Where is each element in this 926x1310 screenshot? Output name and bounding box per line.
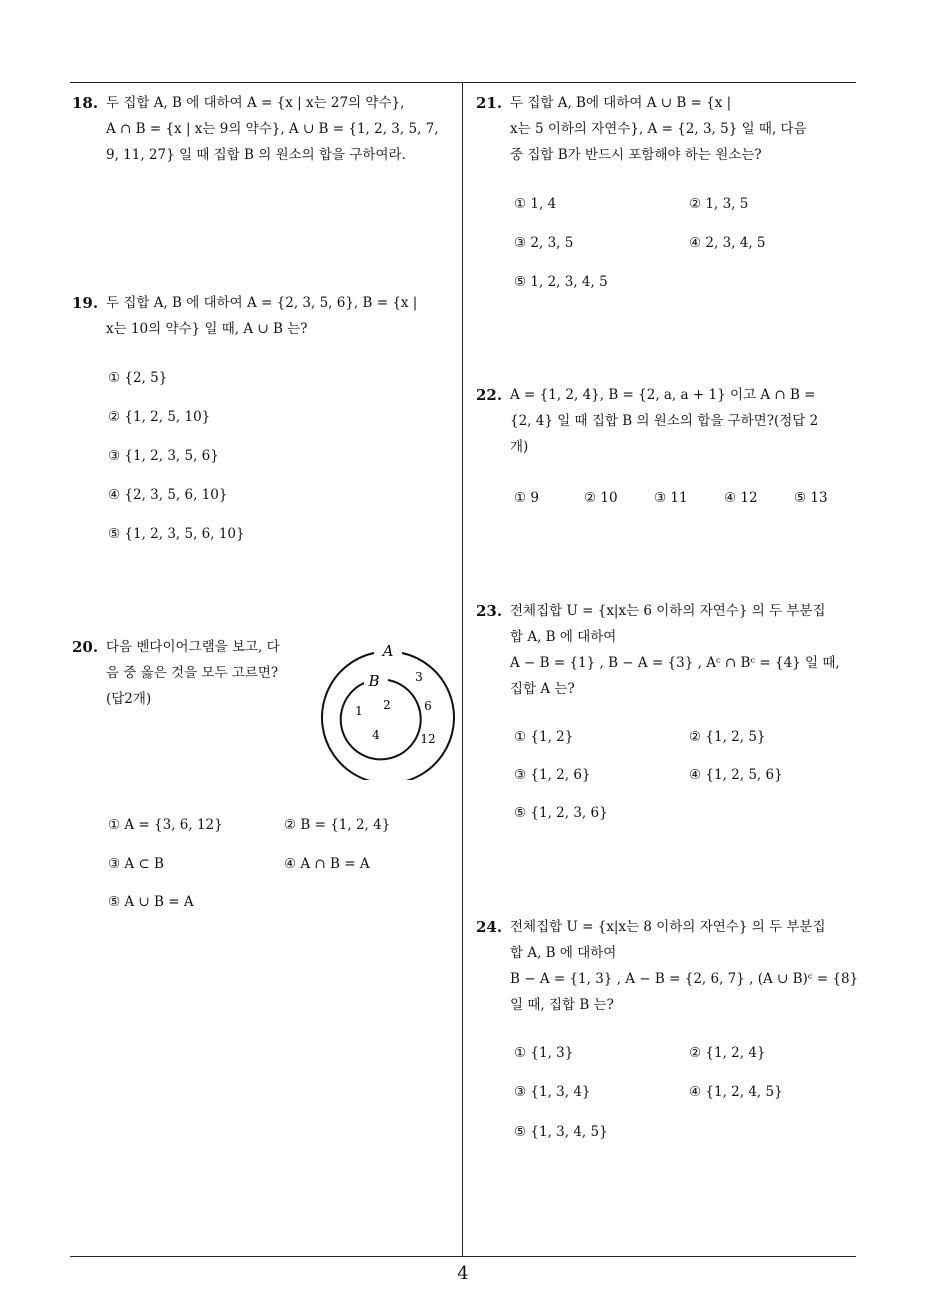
question-line: 전체집합 U = {x|x는 8 이하의 자연수} 의 두 부분집 bbox=[510, 919, 826, 935]
option-4[interactable]: ④ A ∩ B = A bbox=[284, 856, 370, 872]
option-5[interactable]: ⑤ {1, 3, 4, 5} bbox=[514, 1124, 608, 1140]
option-4[interactable]: ④ 12 bbox=[724, 490, 758, 506]
option-5[interactable]: ⑤ {1, 2, 3, 5, 6, 10} bbox=[108, 526, 245, 542]
venn-diagram bbox=[318, 640, 460, 780]
question-number: 18. bbox=[72, 94, 99, 112]
question-text bbox=[106, 634, 312, 712]
question-23 bbox=[476, 598, 860, 702]
option-1[interactable]: ① A = {3, 6, 12} bbox=[108, 817, 223, 833]
question-text bbox=[106, 90, 462, 168]
top-rule bbox=[70, 82, 856, 83]
option-4[interactable]: ④ {2, 3, 5, 6, 10} bbox=[108, 487, 228, 503]
question-20 bbox=[72, 634, 312, 712]
question-line: 두 집합 A, B에 대하여 A ∪ B = {x | bbox=[510, 95, 732, 111]
question-line: B − A = {1, 3} , A − B = {2, 6, 7} , (A ∪ B)ᶜ = {8} bbox=[510, 971, 859, 987]
question-line: 음 중 옳은 것을 모두 고르면? bbox=[106, 665, 279, 681]
question-number: 24. bbox=[476, 918, 503, 936]
option-4[interactable]: ④ {1, 2, 4, 5} bbox=[689, 1084, 783, 1100]
element-3: 3 bbox=[415, 670, 423, 684]
question-number: 21. bbox=[476, 94, 503, 112]
question-line: 일 때, 집합 B 는? bbox=[510, 997, 614, 1013]
question-number: 22. bbox=[476, 386, 503, 404]
set-b-label: B bbox=[368, 672, 380, 690]
question-number: 23. bbox=[476, 602, 503, 620]
element-6: 6 bbox=[424, 699, 432, 713]
option-3[interactable]: ③ 2, 3, 5 bbox=[514, 235, 574, 251]
set-a-label: A bbox=[382, 642, 394, 660]
question-line: x는 5 이하의 자연수}, A = {2, 3, 5} 일 때, 다음 bbox=[510, 121, 807, 137]
question-line: 다음 벤다이어그램을 보고, 다 bbox=[106, 639, 280, 655]
question-21 bbox=[476, 90, 860, 168]
option-5[interactable]: ⑤ {1, 2, 3, 6} bbox=[514, 805, 608, 821]
option-2[interactable]: ② 1, 3, 5 bbox=[689, 196, 749, 212]
option-5[interactable]: ⑤ A ∪ B = A bbox=[108, 894, 194, 910]
option-2[interactable]: ② {1, 2, 5, 10} bbox=[108, 409, 211, 425]
question-number: 19. bbox=[72, 294, 99, 312]
option-3[interactable]: ③ {1, 2, 3, 5, 6} bbox=[108, 448, 219, 464]
question-line: 개) bbox=[510, 439, 529, 455]
option-3[interactable]: ③ 11 bbox=[654, 490, 688, 506]
option-5[interactable]: ⑤ 13 bbox=[794, 490, 828, 506]
question-text bbox=[510, 90, 860, 168]
option-2[interactable]: ② {1, 2, 5} bbox=[689, 729, 766, 745]
question-text bbox=[510, 914, 860, 1018]
question-text bbox=[510, 598, 860, 702]
option-1[interactable]: ① 9 bbox=[514, 490, 539, 506]
option-5[interactable]: ⑤ 1, 2, 3, 4, 5 bbox=[514, 274, 608, 290]
question-line: (답2개) bbox=[106, 691, 152, 707]
element-12: 12 bbox=[420, 732, 436, 746]
question-text bbox=[510, 382, 860, 460]
question-line: A = {1, 2, 4}, B = {2, a, a + 1} 이고 A ∩ B = bbox=[510, 387, 816, 403]
question-line: 두 집합 A, B 에 대하여 A = {x | x는 27의 약수}, bbox=[106, 95, 405, 111]
question-line: 두 집합 A, B 에 대하여 A = {2, 3, 5, 6}, B = {x | bbox=[106, 295, 418, 311]
question-number: 20. bbox=[72, 638, 99, 656]
question-line: 중 집합 B가 반드시 포함해야 하는 원소는? bbox=[510, 147, 762, 163]
option-2[interactable]: ② B = {1, 2, 4} bbox=[284, 817, 391, 833]
question-line: {2, 4} 일 때 집합 B 의 원소의 합을 구하면?(정답 2 bbox=[510, 413, 819, 429]
option-1[interactable]: ① {1, 2} bbox=[514, 729, 574, 745]
question-line: 집합 A 는? bbox=[510, 681, 575, 697]
set-b-circle bbox=[341, 680, 421, 759]
question-line: A − B = {1} , B − A = {3} , Aᶜ ∩ Bᶜ = {4} 일 때, bbox=[510, 655, 840, 671]
option-2[interactable]: ② 10 bbox=[584, 490, 618, 506]
question-text bbox=[106, 290, 462, 342]
question-line: 9, 11, 27} 일 때 집합 B 의 원소의 합을 구하여라. bbox=[106, 147, 406, 163]
question-19 bbox=[72, 290, 462, 342]
option-1[interactable]: ① 1, 4 bbox=[514, 196, 557, 212]
question-24 bbox=[476, 914, 860, 1018]
option-4[interactable]: ④ 2, 3, 4, 5 bbox=[689, 235, 766, 251]
column-divider bbox=[462, 82, 463, 1256]
page-number: 4 bbox=[457, 1263, 469, 1284]
question-line: 합 A, B 에 대하여 bbox=[510, 629, 617, 645]
question-22 bbox=[476, 382, 860, 460]
option-4[interactable]: ④ {1, 2, 5, 6} bbox=[689, 767, 783, 783]
question-line: A ∩ B = {x | x는 9의 약수}, A ∪ B = {1, 2, 3, 5, 7, bbox=[106, 121, 439, 137]
question-line: x는 10의 약수} 일 때, A ∪ B 는? bbox=[106, 321, 308, 337]
option-1[interactable]: ① {2, 5} bbox=[108, 370, 168, 386]
option-1[interactable]: ① {1, 3} bbox=[514, 1045, 574, 1061]
option-2[interactable]: ② {1, 2, 4} bbox=[689, 1045, 766, 1061]
option-3[interactable]: ③ A ⊂ B bbox=[108, 856, 164, 872]
question-line: 전체집합 U = {x|x는 6 이하의 자연수} 의 두 부분집 bbox=[510, 603, 826, 619]
bottom-rule bbox=[70, 1256, 856, 1257]
option-3[interactable]: ③ {1, 3, 4} bbox=[514, 1084, 591, 1100]
element-2: 2 bbox=[383, 698, 391, 712]
element-4: 4 bbox=[372, 728, 380, 742]
question-line: 합 A, B 에 대하여 bbox=[510, 945, 617, 961]
question-18 bbox=[72, 90, 462, 168]
element-1: 1 bbox=[355, 704, 363, 718]
option-3[interactable]: ③ {1, 2, 6} bbox=[514, 767, 591, 783]
